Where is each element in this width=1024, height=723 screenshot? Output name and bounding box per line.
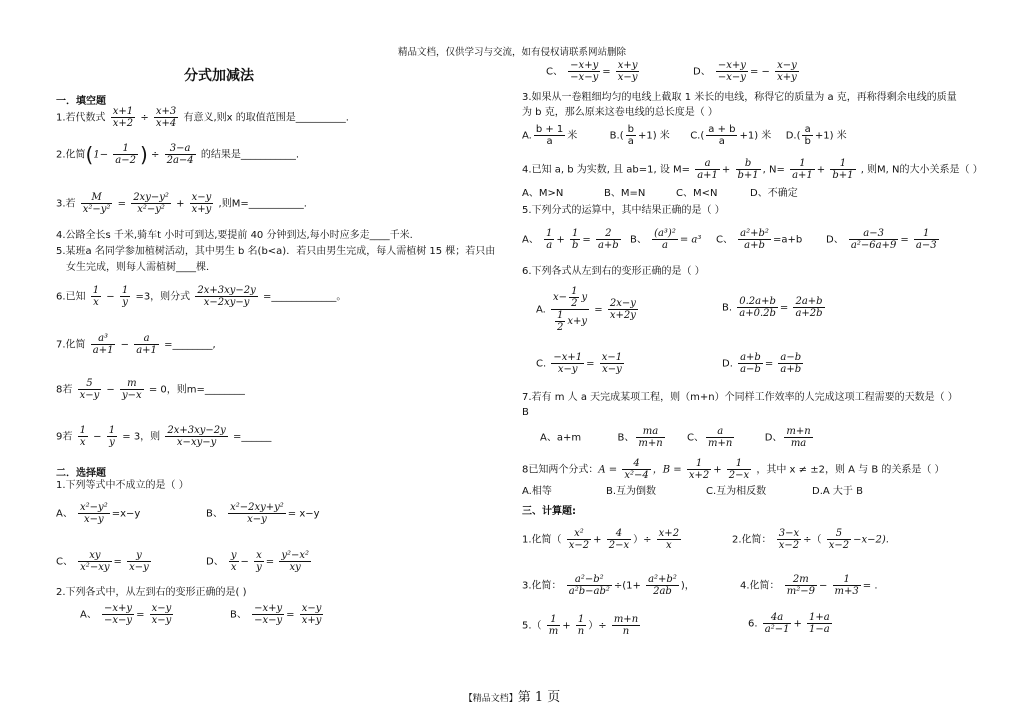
fraction: $\frac{1}{b}$ [571,228,579,251]
fraction: $\frac{a}{m+n}$ [708,426,733,449]
choice-1-option-a: A、 $\frac{\text{x²−y²}}{x-y}$ =x−y [56,502,141,525]
question-3: 3.若 $\frac{M}{\text{x²−y²}}$ = $\frac{\text{2xy−y²}}{\text{x²−y²}}$ + $\frac{x-y}{x+y}$ ,则M=___________. [56,192,307,215]
fraction: $\frac{\text{a²−b²}}{\text{a²b−ab²}}$ [568,574,610,597]
fraction: $\frac{x+3}{x+4}$ [155,106,177,129]
fraction: $\frac{1}{a}$ [546,228,553,251]
choice-6-stem: 6.下列各式从左到右的变形正确的是（ ） [522,266,705,277]
choice-5-option-d: D、 $\frac{a-3}{\text{a²−6a+9}}$ = $\frac{1}{a-3}$ [826,228,937,251]
choice-3-stem-line1: 3.如果从一卷粗细均匀的电线上截取 1 米长的电线，称得它的质量为 a 克，再称得剩余电线的质量 [522,92,957,103]
section-choice: 二．选择题 [56,468,106,479]
fraction: $\frac{\text{y²−x²}}{xy}$ [281,550,310,573]
fraction: $\frac{b + 1}{a}$ [535,124,564,147]
fraction: $\frac{1}{a+1}$ [792,158,813,181]
choice-2-option-a: A、 $\frac{-x+y}{-x-y}$ = $\frac{x-y}{x-y}$ [80,603,172,626]
fraction: $\frac{1}{b+1}$ [832,158,854,181]
fraction: $\frac{\text{a²+b²}}{2ab}$ [648,574,677,597]
fraction: $\frac{2}{a+b}$ [597,228,619,251]
question-4: 4.公路全长s 千米,骑车t 小时可到达,要提前 40 分钟到达,每小时应多走____千米. [56,230,413,241]
choice-4-option-a: A、M>N [522,188,564,199]
footer-tag: 【精品文档】 [463,694,518,704]
fraction: $\frac{xy}{\text{x²−xy}}$ [80,550,110,573]
fraction: $\frac{\text{x²}}{x-2}$ [568,528,590,551]
fraction: $\frac{-x+y}{-x-y}$ [104,603,133,626]
choice-1-option-b: B、 $\frac{\text{x²−2xy+y²}}{x-y}$ = x−y [206,502,320,525]
question-1: 1.若代数式 $\frac{x+1}{x+2}$ ÷ $\frac{x+3}{x+4}$ 有意义,则x 的取值范围是__________. [56,106,349,129]
choice-6-option-b: B. $\frac{0.2a+b}{a+0.2b}$ = $\frac{2a+b}{a+2b}$ [722,296,823,319]
question-9: 9若 $\frac{1}{x}$ − $\frac{1}{y}$ = 3，则 $\frac{2x+3xy-2y}{x-xy-y}$ =______ [56,425,272,448]
calc-4: 4.化简： $\frac{2m}{\text{m²−9}}$ − $\frac{1}{m+3}$ = . [740,574,878,597]
question-2: 2.化简(1− $\frac{1}{a-2}$ ) ÷ $\frac{3-a}{2a-4}$ 的结果是___________. [56,142,300,167]
choice-3-stem-line2: 为 b 克，那么原来这卷电线的总长度是（ ） [522,107,718,118]
question-5-line1: 5.某班a 名同学参加植树活动，其中男生 b 名(b<a)．若只由男生完成，每人需植树 15 棵；若只由 [56,246,496,257]
fraction: $\frac{a}{b}$ [804,124,811,147]
fraction: $\frac{1}{y}$ [108,425,116,448]
fraction: $\frac{M}{\text{x²−y²}}$ [82,192,111,215]
choice-5-option-a: A、 $\frac{1}{a}$ + $\frac{1}{b}$ = $\frac{2}{a+b}$ [522,228,619,251]
fraction: $\frac{a-b}{a+b}$ [780,352,802,375]
fraction: $\frac{\text{a²+b²}}{a+b}$ [740,228,769,251]
fraction: $\frac{m+n}{ma}$ [786,426,811,449]
calc-1: 1.化简（ $\frac{\text{x²}}{x-2}$ + $\frac{4}{2-x}$ ）÷ $\frac{x+2}{x}$ [522,528,680,551]
fraction: $\frac{x+y}{x-y}$ [617,60,638,83]
question-5-line2: 女生完成，则每人需植树____棵． [66,262,216,273]
calc-6: 6. $\frac{4a}{\text{a²−1}}$ + $\frac{1+a}{1-a}$ [748,612,830,635]
calc-2: 2.化简： $\frac{3-x}{x-2}$ ÷（ $\frac{5}{x-2}$ −x−2). [732,528,889,551]
fraction: $\frac{y}{x}$ [230,550,237,573]
fraction: $\frac{2x+3xy-2y}{x-xy-y}$ [167,425,226,448]
choice-8-stem: 8已知两个分式：A = $\frac{4}{\text{x²−4}}$ ，B = $\frac{1}{x+2}$ + $\frac{1}{2-x}$ ，其中 x ≠ ±2，则 A 与 B 的关系是（ ） [522,458,945,481]
fraction: $\frac{1}{m}$ [548,614,559,637]
fraction: $\frac{4}{2-x}$ [608,528,630,551]
fraction: $\frac{5}{x-2}$ [828,528,850,551]
fraction: $\frac{x+1}{x+2}$ [112,106,134,129]
fraction: $\frac{a}{a+1}$ [697,158,718,181]
choice-1-option-c: C、 $\frac{xy}{\text{x²−xy}}$ = $\frac{y}{x-y}$ [56,550,149,573]
calc-5: 5.（ $\frac{1}{m}$ + $\frac{1}{n}$ ）÷ $\frac{m+n}{n}$ [522,614,639,637]
fraction: $\frac{\text{x²−2xy+y²}}{x-y}$ [230,502,284,525]
choice-8-option-d: D.A 大于 B [812,486,863,497]
choice-3-options: A. $\frac{b + 1}{a}$ 米 B.( $\frac{b}{a}$ +1) 米 C.( $\frac{a + b}{a}$ +1) 米 D.( $\frac{a}{b}$ +1) 米 [522,124,847,147]
choice-2-stem: 2.下列各式中，从左到右的变形正确的是( ) [56,587,247,598]
fraction: $\frac{4a}{\text{a²−1}}$ [764,612,790,635]
choice-4-option-d: D、不确定 [750,188,798,199]
fraction: $\frac{1}{m+3}$ [834,574,859,597]
fraction: $\frac{m+n}{n}$ [613,614,639,637]
fraction: $\frac{\text{(a³)²}}{a}$ [654,228,676,251]
fraction: $\frac{0.2a+b}{a+0.2b}$ [739,296,776,319]
fraction: $\frac{x-1}{x-y}$ [601,352,623,375]
fraction: $\frac{1}{2-x}$ [728,458,750,481]
question-6: 6.已知 $\frac{1}{x}$ − $\frac{1}{y}$ =3，则分式 $\frac{2x+3xy-2y}{x-2xy-y}$ =_____________。 [56,285,347,308]
fraction: $\frac{a-3}{\text{a²−6a+9}}$ [850,228,897,251]
page-number: 第 1 页 [517,690,561,705]
choice-6-option-a: A. x− $\frac{1}{2}$ y $\frac{1}{2}$ x+y = $\frac{2x-y}{x+2y}$ [536,286,636,333]
fraction: $\frac{\text{x²−y²}}{x-y}$ [80,502,108,525]
fraction: $\frac{x+2}{x}$ [658,528,680,551]
fraction: $\frac{x-y}{x+y}$ [301,603,322,626]
fraction: $\frac{x}{y}$ [256,550,262,573]
choice-6-option-d: D. $\frac{a+b}{a-b}$ = $\frac{a-b}{a+b}$ [722,352,802,375]
fraction: $\frac{1}{a-3}$ [915,228,937,251]
fraction: $\frac{-x+y}{-x-y}$ [717,60,746,83]
page-header: 精品文档，仅供学习与交流，如有侵权请联系网站删除 [397,47,626,58]
fraction: $\frac{5}{x-y}$ [79,378,100,401]
fraction: $\frac{b}{a}$ [627,124,634,147]
choice-5-stem: 5.下列分式的运算中，其中结果正确的是（ ） [522,205,725,216]
fraction: $\frac{-x+y}{-x-y}$ [570,60,599,83]
choice-4-option-c: C、M<N [676,188,718,199]
choice-5-option-c: C、 $\frac{\text{a²+b²}}{a+b}$ =a+b [716,228,803,251]
fraction: $\frac{1+a}{1-a}$ [809,612,830,635]
fraction: $\frac{x-y}{x+y}$ [777,60,797,83]
choice-4-stem: 4.已知 a, b 为实数, 且 ab=1, 设 M= $\frac{a}{a+1}$ + $\frac{b}{b+1}$ , N= $\frac{1}{a+1}$ + $\frac{1}{b+1}$ , 则M, N的大小关系是（ ） [522,158,983,181]
choice-6-option-c: C. $\frac{-x+1}{x-y}$ = $\frac{x-1}{x-y}$ [536,352,623,375]
fraction: $\frac{2x+3xy-2y}{x-2xy-y}$ [197,285,256,308]
choice-8-option-a: A.相等 [522,486,552,497]
choice-4-option-b: B、M=N [604,188,646,199]
fraction: $\frac{1}{x+2}$ [688,458,710,481]
fraction: $\frac{2a+b}{a+2b}$ [795,296,823,319]
fraction: $\frac{1}{a-2}$ [115,143,136,166]
choice-8-option-b: B.互为倒数 [606,486,657,497]
section-calculation: 三、计算题: [522,506,576,517]
choice-7-stem-line2: B [522,407,529,418]
fraction: $\frac{3-x}{x-2}$ [778,528,800,551]
fraction: $\frac{-x+y}{-x-y}$ [254,603,283,626]
fraction: $\frac{m}{y-x}$ [122,378,142,401]
fraction: $\frac{a+b}{a-b}$ [740,352,761,375]
q1-suffix: 有意义,则x 的取值范围是__________. [183,112,349,124]
choice-1-option-d: D、 $\frac{y}{x}$ − $\frac{x}{y}$ = $\frac{\text{y²−x²}}{xy}$ [206,550,310,573]
fraction: $\frac{y}{x-y}$ [129,550,149,573]
fraction: $\frac{1}{n}$ [577,614,585,637]
fraction: $\frac{x-y}{x-y}$ [151,603,172,626]
fraction: $\frac{\text{2xy−y²}}{\text{x²−y²}}$ [133,192,169,215]
fraction: $\frac{ma}{m+n}$ [638,426,663,449]
fraction: $\frac{b}{b+1}$ [737,158,759,181]
fraction: $\frac{\text{a³}}{a+1}$ [92,333,114,356]
choice-8-option-c: C.互为相反数 [706,486,767,497]
fraction: $\frac{2x-y}{x+2y}$ [609,298,636,321]
fraction: $\frac{x-y}{x+y}$ [191,192,212,215]
question-7: 7.化简 $\frac{\text{a³}}{a+1}$ − $\frac{a}{a+1}$ =________, [56,333,216,356]
calc-3: 3.化简： $\frac{\text{a²−b²}}{\text{a²b−ab²}}$ ÷(1+ $\frac{\text{a²+b²}}{2ab}$ )， [522,574,695,597]
choice-2-option-d: D、 $\frac{-x+y}{-x-y}$ = − $\frac{x-y}{x+y}$ [693,60,797,83]
choice-2-option-c: C、 $\frac{-x+y}{-x-y}$ = $\frac{x+y}{x-y}$ [546,60,638,83]
fraction: $\frac{a + b}{a}$ [708,124,736,147]
choice-7-stem-line1: 7.若有 m 人 a 天完成某项工程，则（m+n）个同样工作效率的人完成这项工程需要的天数是（ ） [522,392,958,403]
choice-7-options: A、a+m B、 $\frac{ma}{m+n}$ C、 $\frac{a}{m+n}$ D、 $\frac{m+n}{ma}$ [540,426,811,449]
complex-fraction: x− $\frac{1}{2}$ y $\frac{1}{2}$ x+y [553,286,588,333]
fraction: $\frac{a}{a+1}$ [136,333,157,356]
question-8: 8若 $\frac{5}{x-y}$ − $\frac{m}{y-x}$ = 0，则m=________ [56,378,245,401]
choice-5-option-b: B、 $\frac{\text{(a³)²}}{a}$ = a³ [630,228,702,251]
fraction: $\frac{-x+1}{x-y}$ [553,352,583,375]
fraction: $\frac{1}{y}$ [121,285,129,308]
fraction: $\frac{2m}{\text{m²−9}}$ [786,574,815,597]
fraction: $\frac{3-a}{2a-4}$ [166,143,194,166]
page-footer [0,686,1024,705]
page-title: 分式加减法 [184,68,254,84]
q1-prefix: 1.若代数式 [56,112,106,124]
fraction: $\frac{1}{x}$ [79,425,86,448]
choice-1-stem: 1.下列等式中不成立的是（ ） [56,480,189,491]
fraction: $\frac{1}{x}$ [92,285,100,308]
fraction: $\frac{4}{\text{x²−4}}$ [624,458,649,481]
section-fill-blank: 一．填空题 [56,96,106,107]
choice-2-option-b: B、 $\frac{-x+y}{-x-y}$ = $\frac{x-y}{x+y}$ [230,603,322,626]
